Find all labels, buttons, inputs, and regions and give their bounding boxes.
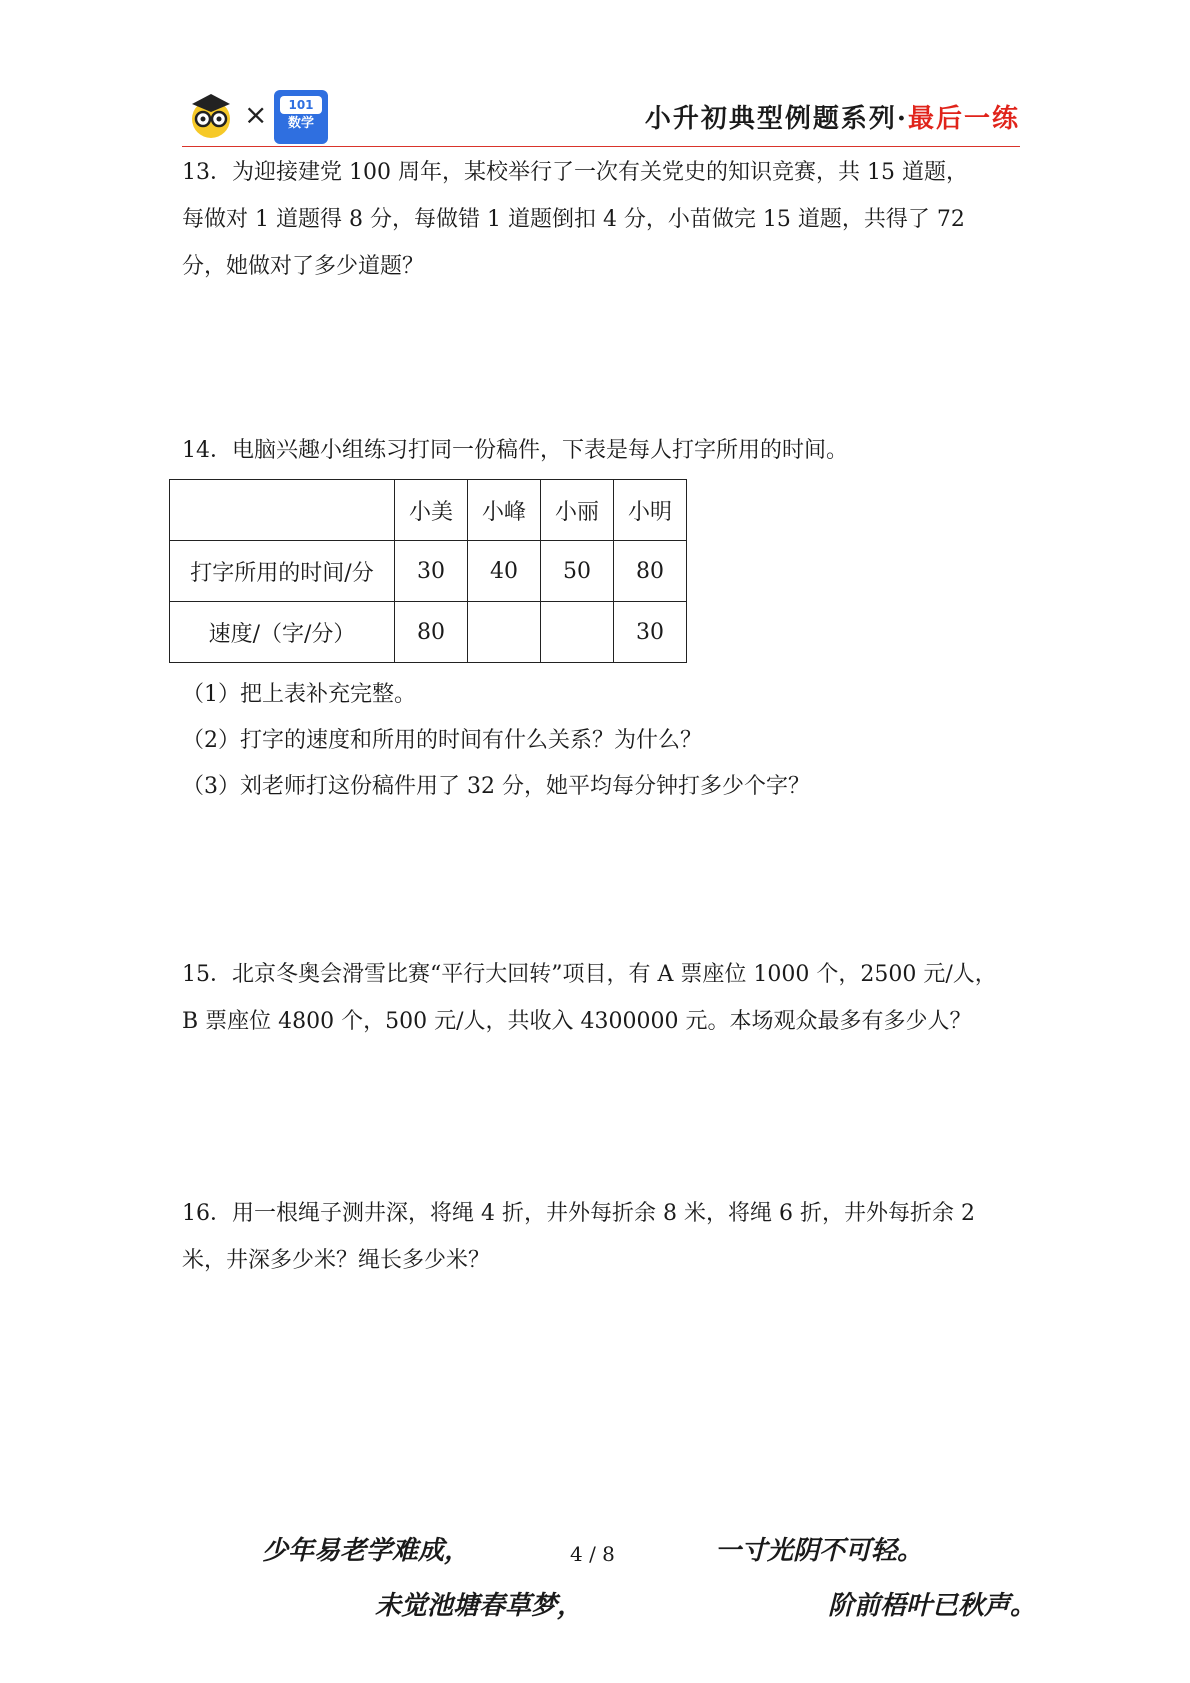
- table-cell: 40: [468, 541, 541, 602]
- q13-line-1: 13．为迎接建党 100 周年，某校举行了一次有关党史的知识竞赛，共 15 道题，: [182, 160, 968, 185]
- q15-line-1: 15．北京冬奥会滑雪比赛“平行大回转”项目，有 A 票座位 1000 个，2500 元/人，: [182, 962, 997, 987]
- table-cell: 80: [614, 541, 687, 602]
- poem-line-1: 少年易老学难成，: [262, 1536, 471, 1566]
- q14-sub-1: （1）把上表补充完整。: [182, 682, 416, 707]
- logo-bottom-text: 数学: [287, 116, 314, 131]
- table-row: [170, 541, 687, 602]
- table-cell: [541, 602, 614, 663]
- header-divider: [182, 146, 1020, 147]
- table-header-cell: 小峰: [468, 480, 541, 541]
- table-cell: 30: [395, 541, 468, 602]
- q14-sub-2: （2）打字的速度和所用的时间有什么关系？为什么？: [182, 728, 702, 753]
- page-header: [182, 86, 1020, 146]
- series-title-accent: 最后一练: [907, 104, 1020, 134]
- q14-sub-3: （3）刘老师打这份稿件用了 32 分，她平均每分钟打多少个字？: [182, 774, 810, 799]
- owl-logo-icon: [186, 90, 236, 140]
- series-title: [645, 98, 1020, 135]
- question-13: [182, 149, 1020, 290]
- q13-line-3: 分，她做对了多少道题？: [182, 254, 425, 279]
- table-header-cell: 小美: [395, 480, 468, 541]
- table-row-label: 打字所用的时间/分: [170, 541, 395, 602]
- question-14: [182, 427, 1020, 474]
- q13-line-2: 每做对 1 道题得 8 分，每做错 1 道题倒扣 4 分，小苗做完 15 道题，共得了 72: [182, 207, 965, 232]
- table-cell: 80: [395, 602, 468, 663]
- times-sign: ×: [244, 98, 268, 131]
- table-header-cell: 小丽: [541, 480, 614, 541]
- poem-line-2: 一寸光阴不可轻。: [715, 1536, 924, 1566]
- table-cell: [468, 602, 541, 663]
- q15-line-2: B 票座位 4800 个，500 元/人，共收入 4300000 元。本场观众最多有多少人？: [182, 1009, 972, 1034]
- table-row: [170, 602, 687, 663]
- poem-line-4: 阶前梧叶已秋声。: [828, 1591, 1037, 1621]
- table-row-label: 速度/（字/分）: [170, 602, 395, 663]
- q16-line-1: 16．用一根绳子测井深，将绳 4 折，井外每折余 8 米，将绳 6 折，井外每折余 2: [182, 1201, 975, 1226]
- typing-time-table: [169, 479, 687, 663]
- math-101-logo: [274, 90, 328, 144]
- page-footer: [0, 1530, 1190, 1640]
- table-header-cell: 小明: [614, 480, 687, 541]
- table-corner-cell: [170, 480, 395, 541]
- table-cell: 50: [541, 541, 614, 602]
- q14-sub-questions: [182, 672, 810, 810]
- question-15: [182, 951, 1020, 1045]
- logo-top-text: 101: [280, 96, 322, 114]
- q14-intro: 14．电脑兴趣小组练习打同一份稿件，下表是每人打字所用的时间。: [182, 438, 848, 463]
- table-header-row: [170, 480, 687, 541]
- series-title-main: 小升初典型例题系列·: [644, 104, 908, 134]
- question-16: [182, 1190, 1020, 1284]
- page-number: 4 / 8: [570, 1542, 615, 1566]
- q16-line-2: 米，井深多少米？绳长多少米？: [182, 1248, 491, 1273]
- poem-line-3: 未觉池塘春草梦，: [375, 1591, 584, 1621]
- table-cell: 30: [614, 602, 687, 663]
